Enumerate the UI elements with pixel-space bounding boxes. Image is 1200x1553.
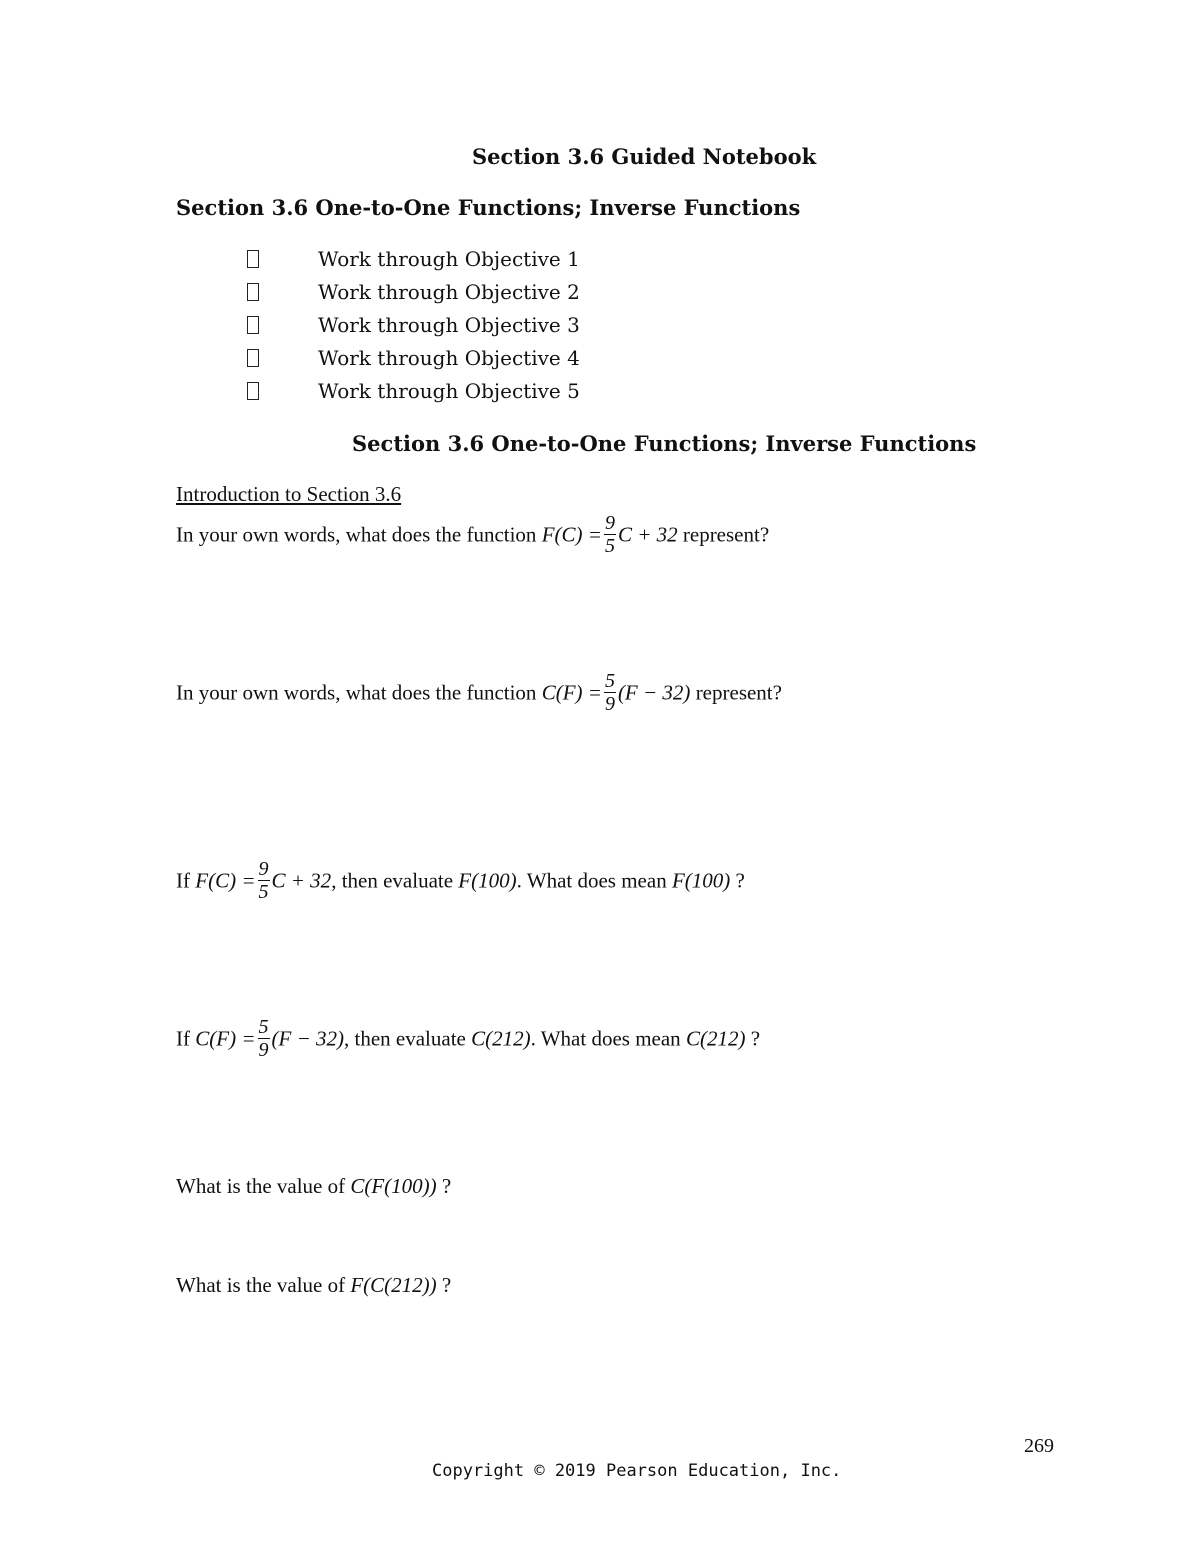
checkbox-icon <box>247 316 259 334</box>
formula-lhs: C(F) = <box>541 680 602 705</box>
objective-label: Work through Objective 1 <box>318 247 580 271</box>
formula-rhs: (F − 32) <box>617 680 691 705</box>
formula-eval: C(212) <box>471 1026 531 1051</box>
question-5 <box>176 1174 451 1199</box>
question-4 <box>176 1018 760 1063</box>
question-text: What is the value of <box>176 1273 346 1297</box>
fraction: $\frac{9}{5}$ <box>604 512 615 557</box>
formula-rhs: C + 32 <box>271 868 332 893</box>
fraction: $\frac{5}{9}$ <box>604 670 615 715</box>
question-text: If <box>176 1026 190 1051</box>
checkbox-icon <box>247 250 259 268</box>
formula-eval: C(212) <box>685 1026 746 1051</box>
question-text-end: ? <box>441 1174 452 1198</box>
formula-expr: C(F(100)) <box>350 1174 437 1198</box>
checkbox-icon <box>247 349 259 367</box>
section-heading: Section 3.6 One-to-One Functions; Inverse Functions <box>176 195 801 220</box>
question-1 <box>176 514 769 559</box>
question-text: . What does mean <box>516 868 667 893</box>
question-text: . What does mean <box>530 1026 681 1051</box>
formula-lhs: C(F) = <box>195 1026 256 1051</box>
question-text-end: represent? <box>682 522 770 547</box>
fraction: $\frac{9}{5}$ <box>258 858 269 903</box>
question-text: What is the value of <box>176 1174 346 1198</box>
question-text: If <box>176 868 190 893</box>
question-text-end: ? <box>750 1026 761 1051</box>
question-text: In your own words, what does the function <box>176 522 537 547</box>
objective-label: Work through Objective 3 <box>318 313 580 337</box>
section-heading-repeat: Section 3.6 One-to-One Functions; Inverse Functions <box>352 431 977 456</box>
question-2 <box>176 672 782 717</box>
question-text-end: represent? <box>695 680 782 705</box>
question-text-end: ? <box>441 1273 452 1297</box>
question-text: In your own words, what does the function <box>176 680 537 705</box>
formula-rhs: C + 32 <box>617 522 678 547</box>
intro-heading: Introduction to Section 3.6 <box>176 482 402 506</box>
objective-label: Work through Objective 2 <box>318 280 580 304</box>
objective-label: Work through Objective 4 <box>318 346 580 370</box>
page-title: Section 3.6 Guided Notebook <box>472 144 817 169</box>
question-text-end: ? <box>735 868 745 893</box>
question-3 <box>176 860 745 905</box>
checkbox-icon <box>247 283 259 301</box>
page-number: 269 <box>1024 1435 1054 1457</box>
question-text: , then evaluate <box>331 868 454 893</box>
question-text: , then evaluate <box>344 1026 466 1051</box>
formula-lhs: F(C) = <box>195 868 256 893</box>
formula-lhs: F(C) = <box>541 522 602 547</box>
checkbox-icon <box>247 382 259 400</box>
formula-eval: F(100) <box>458 868 517 893</box>
formula-rhs: (F − 32) <box>271 1026 344 1051</box>
question-6 <box>176 1273 451 1298</box>
formula-expr: F(C(212)) <box>350 1273 437 1297</box>
fraction: $\frac{5}{9}$ <box>258 1016 269 1061</box>
objective-label: Work through Objective 5 <box>318 379 580 403</box>
copyright-footer: Copyright © 2019 Pearson Education, Inc. <box>432 1461 842 1481</box>
formula-eval: F(100) <box>671 868 731 893</box>
